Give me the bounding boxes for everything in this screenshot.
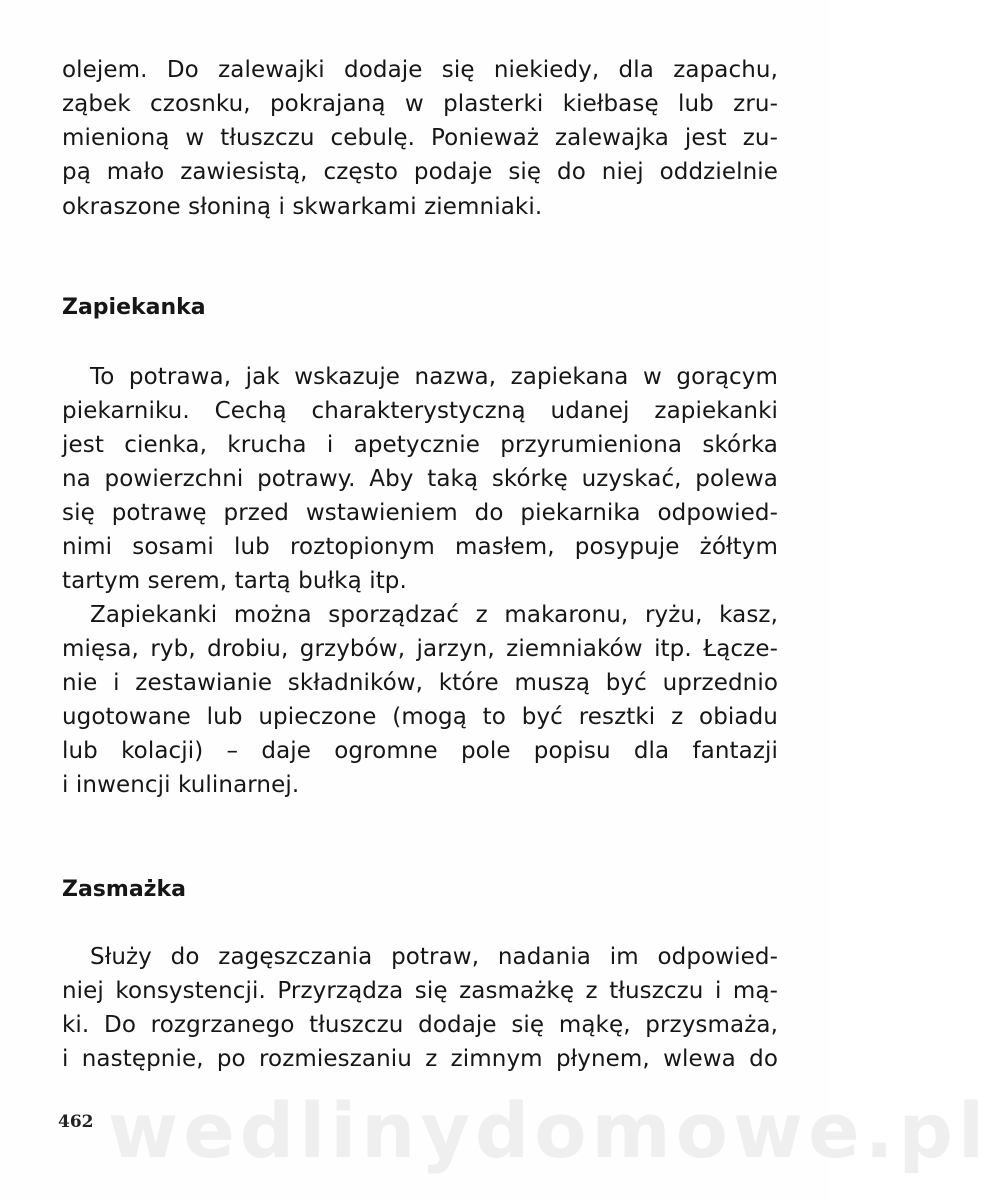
text-line: Zapiekanki można sporządzać z makaronu, ryżu, kasz, xyxy=(90,602,778,628)
text-line: okraszone słoniną i skwarkami ziemniaki. xyxy=(62,194,543,220)
text-line: ugotowane lub upieczone (mogą to być resztki z obiadu xyxy=(62,704,778,730)
section-heading-zasmazka: Zasmażka xyxy=(62,877,186,902)
text-line: olejem. Do zalewajki dodaje się niekiedy, dla zapachu, xyxy=(62,57,778,83)
text-line: ząbek czosnku, pokrajaną w plasterki kiełbasę lub zru- xyxy=(62,91,778,117)
page-number: 462 xyxy=(58,1112,94,1132)
text-line: pą mało zawiesistą, często podaje się do niej oddzielnie xyxy=(62,159,778,185)
text-line: mienioną w tłuszczu cebulę. Ponieważ zalewajka jest zu- xyxy=(62,125,778,151)
text-line: nie i zestawianie składników, które muszą być uprzednio xyxy=(62,670,778,696)
text-line: To potrawa, jak wskazuje nazwa, zapiekana w gorącym xyxy=(90,364,778,390)
text-line: nimi sosami lub roztopionym masłem, posypuje żółtym xyxy=(62,534,778,560)
text-line: jest cienka, krucha i apetycznie przyrumieniona skórka xyxy=(62,432,778,458)
text-line: lub kolacji) – daje ogromne pole popisu dla fantazji xyxy=(62,738,778,764)
text-line: i następnie, po rozmieszaniu z zimnym płynem, wlewa do xyxy=(62,1046,778,1072)
text-line: piekarniku. Cechą charakterystyczną udanej zapiekanki xyxy=(62,398,778,424)
text-line: się potrawę przed wstawieniem do piekarnika odpowied- xyxy=(62,500,778,526)
text-line: niej konsystencji. Przyrządza się zasmażkę z tłuszczu i mą- xyxy=(62,978,778,1004)
text-line: na powierzchni potrawy. Aby taką skórkę uzyskać, polewa xyxy=(62,466,778,492)
text-line: tartym serem, tartą bułką itp. xyxy=(62,568,407,594)
text-line: ki. Do rozgrzanego tłuszczu dodaje się mąkę, przysmaża, xyxy=(62,1012,778,1038)
text-line: Służy do zagęszczania potraw, nadania im odpowied- xyxy=(90,944,778,970)
text-line: i inwencji kulinarnej. xyxy=(62,772,300,798)
watermark: wedlinydomowe.pl xyxy=(108,1086,989,1175)
section-heading-zapiekanka: Zapiekanka xyxy=(62,295,206,320)
text-line: mięsa, ryb, drobiu, grzybów, jarzyn, ziemniaków itp. Łącze- xyxy=(62,636,778,662)
